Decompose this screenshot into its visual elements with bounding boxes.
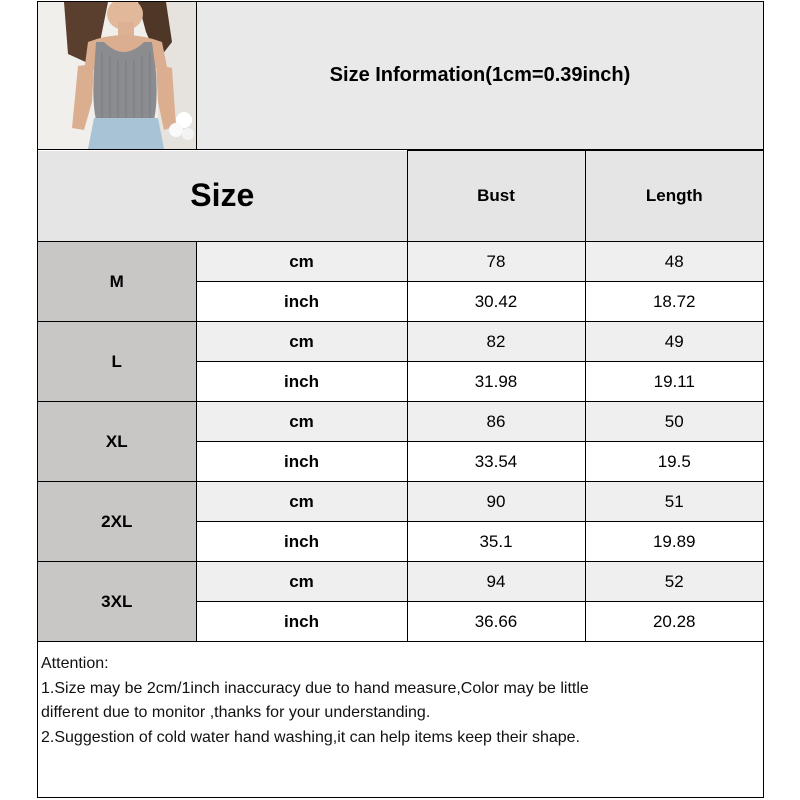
unit-label: cm: [196, 402, 407, 442]
table-row: [38, 322, 763, 362]
size-label: XL: [38, 402, 196, 482]
unit-label: cm: [196, 242, 407, 282]
chart-header: [38, 2, 763, 150]
unit-label: inch: [196, 282, 407, 322]
length-value: 18.72: [585, 282, 763, 322]
tank-top-model-icon: [38, 2, 196, 149]
table-header-row: [38, 151, 763, 242]
unit-label: inch: [196, 362, 407, 402]
bust-value: 36.66: [407, 602, 585, 642]
bust-value: 90: [407, 482, 585, 522]
length-value: 19.11: [585, 362, 763, 402]
bust-value: 31.98: [407, 362, 585, 402]
size-label: 2XL: [38, 482, 196, 562]
page-title: Size Information(1cm=0.39inch): [197, 2, 763, 149]
unit-label: cm: [196, 322, 407, 362]
bust-column-header: Bust: [407, 151, 585, 242]
length-value: 48: [585, 242, 763, 282]
length-value: 49: [585, 322, 763, 362]
bust-value: 78: [407, 242, 585, 282]
length-value: 20.28: [585, 602, 763, 642]
table-row: [38, 562, 763, 602]
size-column-header: Size: [38, 151, 407, 242]
unit-label: cm: [196, 482, 407, 522]
size-label: 3XL: [38, 562, 196, 642]
size-chart: [37, 1, 764, 798]
unit-label: cm: [196, 562, 407, 602]
length-value: 52: [585, 562, 763, 602]
length-value: 19.89: [585, 522, 763, 562]
length-value: 50: [585, 402, 763, 442]
table-row: [38, 242, 763, 282]
unit-label: inch: [196, 602, 407, 642]
size-label: M: [38, 242, 196, 322]
unit-label: inch: [196, 522, 407, 562]
bust-value: 33.54: [407, 442, 585, 482]
size-table: [38, 150, 763, 642]
bust-value: 86: [407, 402, 585, 442]
length-value: 19.5: [585, 442, 763, 482]
bust-value: 94: [407, 562, 585, 602]
bust-value: 82: [407, 322, 585, 362]
attention-notes: [41, 652, 756, 750]
length-value: 51: [585, 482, 763, 522]
length-column-header: Length: [585, 151, 763, 242]
bust-value: 35.1: [407, 522, 585, 562]
unit-label: inch: [196, 442, 407, 482]
model-photo: [38, 2, 197, 149]
note-line: 1.Size may be 2cm/1inch inaccuracy due to hand measure,Color may be little: [41, 679, 589, 697]
note-line: different due to monitor ,thanks for your understanding.: [41, 704, 431, 721]
bust-value: 30.42: [407, 282, 585, 322]
table-row: [38, 402, 763, 442]
notes-heading: Attention:: [41, 655, 109, 672]
size-label: L: [38, 322, 196, 402]
note-line: 2.Suggestion of cold water hand washing,it can help items keep their shape.: [41, 728, 580, 746]
table-row: [38, 482, 763, 522]
